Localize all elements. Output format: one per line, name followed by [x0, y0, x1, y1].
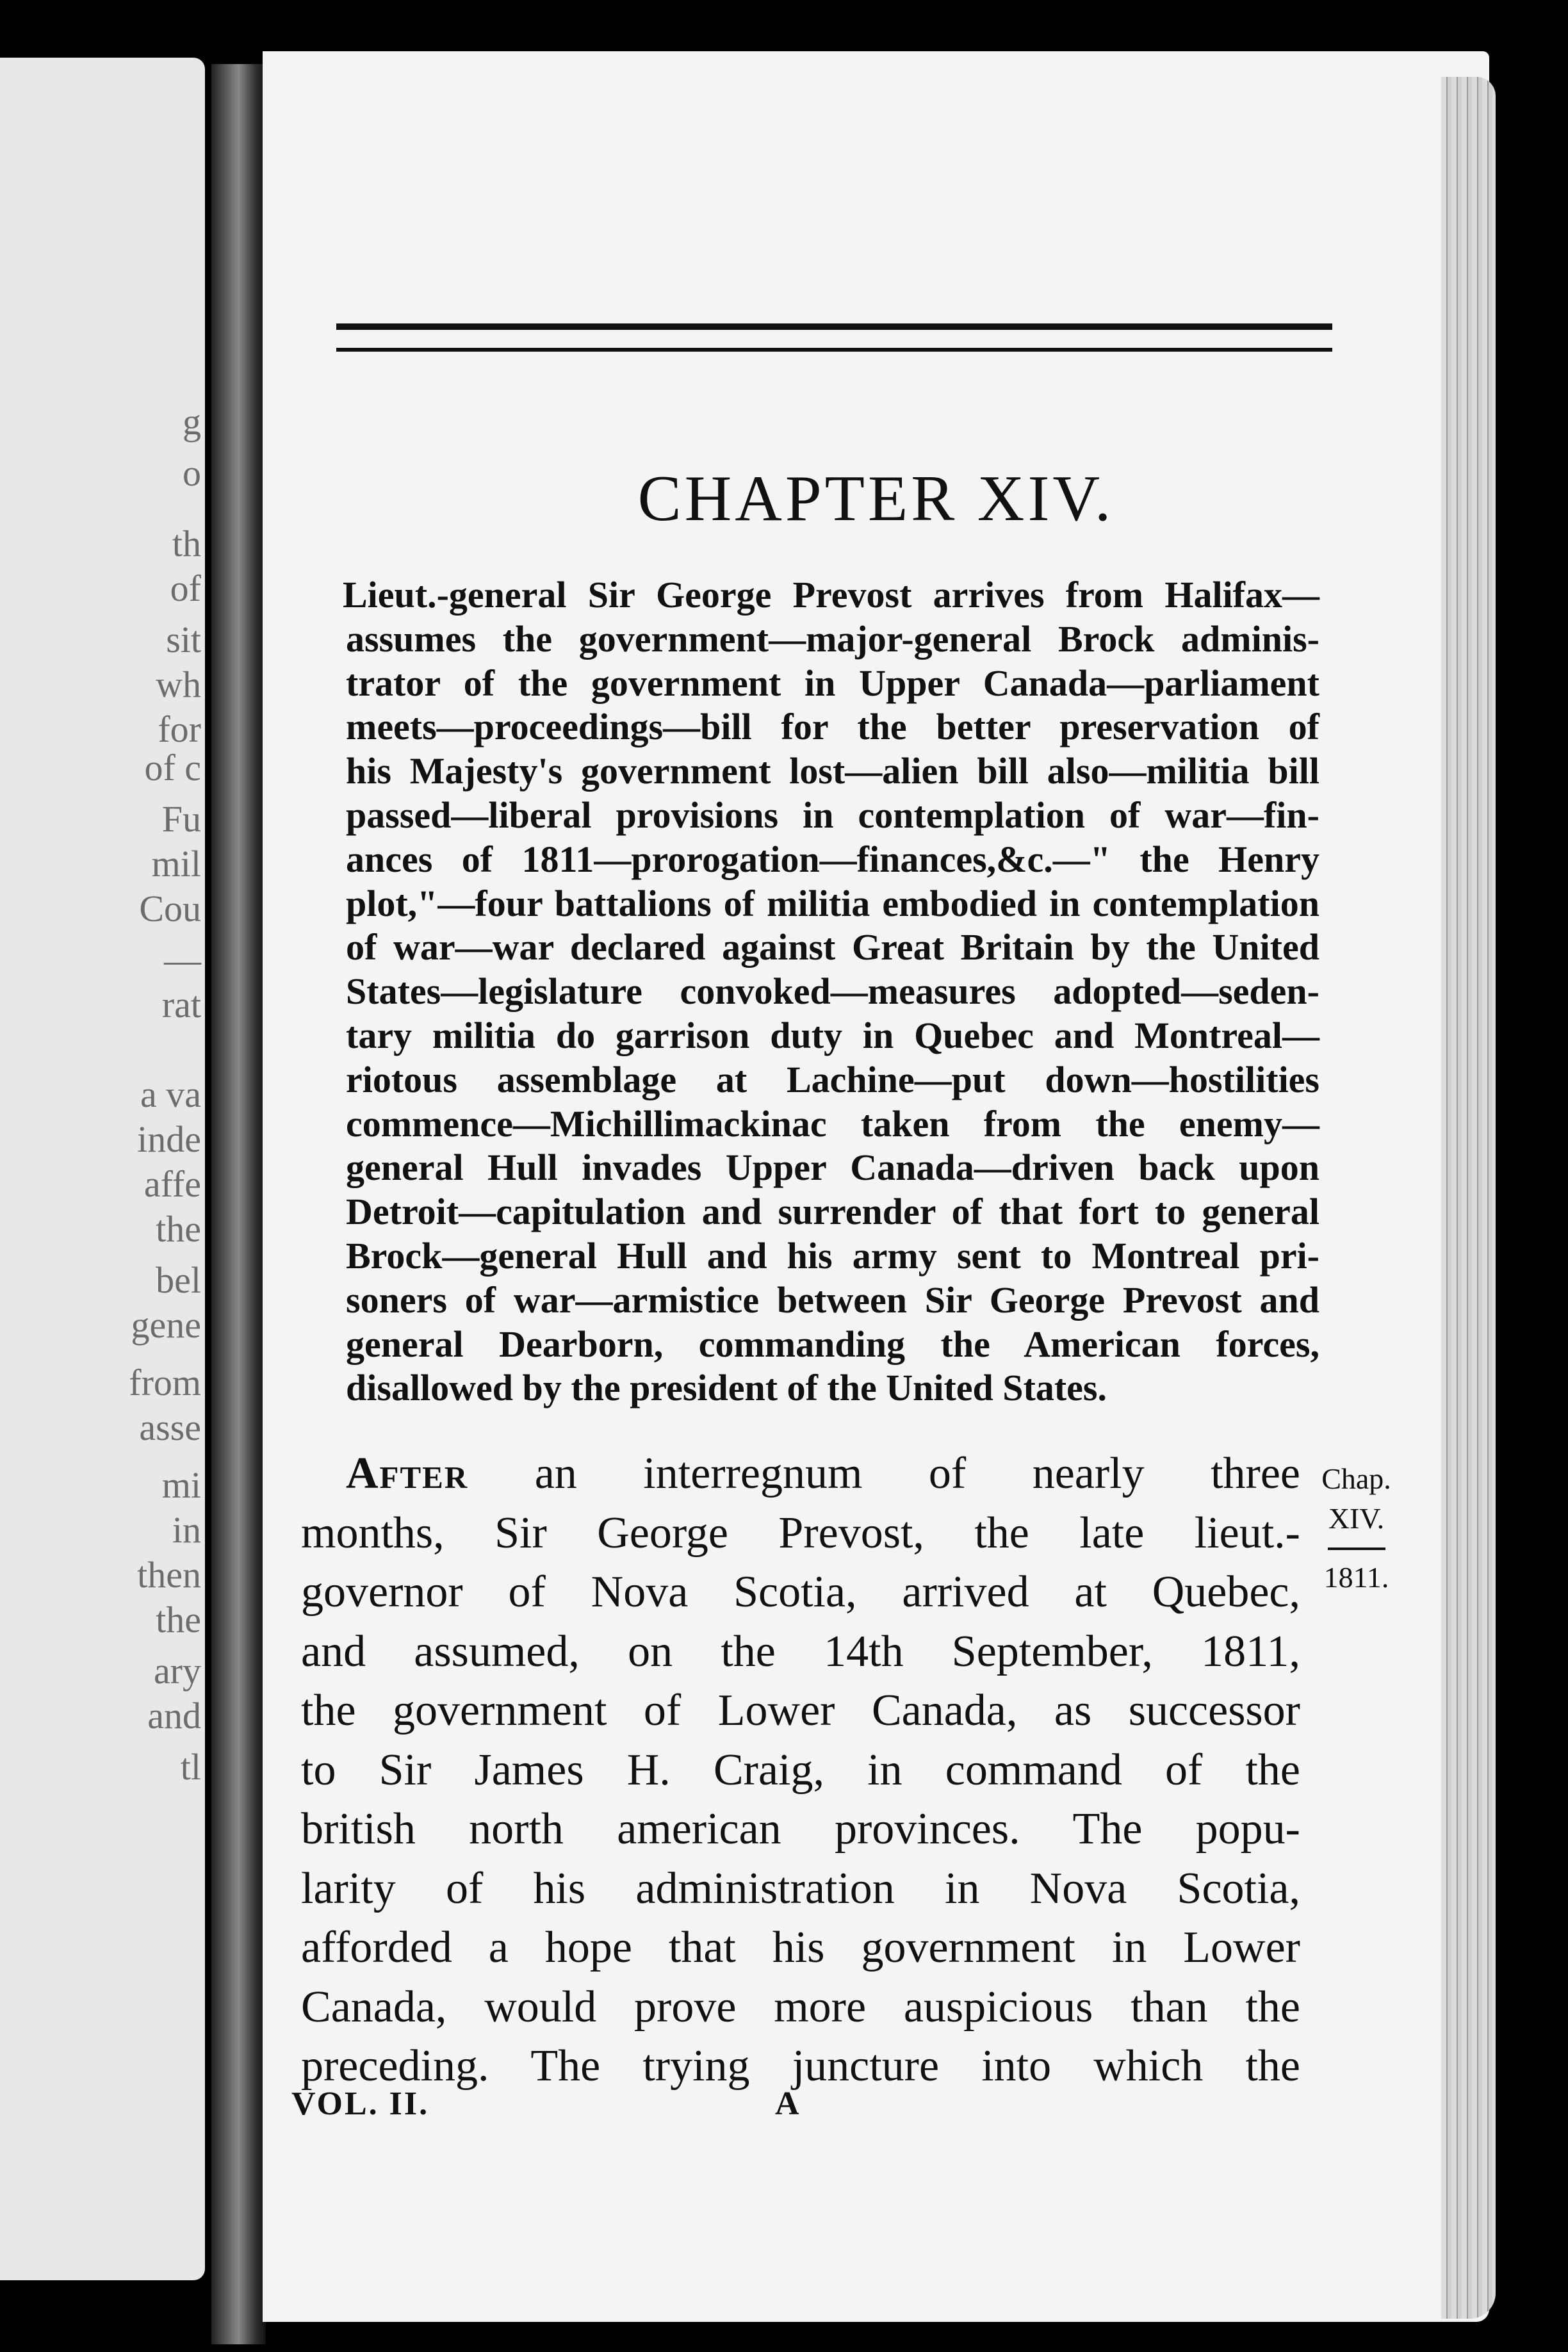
synopsis-line: of war—war declared against Great Britain by the United — [346, 926, 1319, 968]
synopsis-line: riotous assemblage at Lachine—put down—hostilities — [346, 1058, 1319, 1100]
facing-page-text-fragment: of c — [144, 747, 201, 788]
synopsis-line: assumes the government—major-general Brock adminis- — [346, 617, 1319, 660]
synopsis-line: ances of 1811—prorogation—finances,&c.—" the Henry — [346, 838, 1319, 880]
synopsis-line: States—legislature convoked—measures adopted—seden- — [346, 970, 1319, 1013]
facing-page-text-fragment: the — [156, 1208, 201, 1250]
facing-page-text-fragment: a va — [140, 1074, 201, 1115]
synopsis-line: trator of the government in Upper Canada—parliament — [346, 662, 1319, 704]
facing-page-text-fragment: mil — [151, 843, 201, 885]
body-line: months, Sir George Prevost, the late lieut.- — [301, 1508, 1300, 1558]
facing-page-text-fragment: mi — [161, 1464, 201, 1506]
facing-page-text-fragment: and — [147, 1695, 201, 1736]
body-line: preceding. The trying juncture into which the — [301, 2041, 1300, 2091]
facing-page-text-fragment: Fu — [161, 798, 201, 840]
synopsis-line: Detroit—capitulation and surrender of that fort to general — [346, 1191, 1319, 1233]
facing-page-text-fragment: — — [164, 939, 201, 981]
facing-page-text-fragment: tl — [180, 1746, 201, 1788]
facing-page-text-fragment: then — [137, 1554, 201, 1596]
synopsis-line: Lieut.-general Sir George Prevost arrives from Halifax— — [343, 574, 1319, 616]
facing-page-text-fragment: of — [170, 568, 201, 609]
synopsis-line: meets—proceedings—bill for the better preservation of — [346, 706, 1319, 748]
body-line: afforded a hope that his government in Lower — [301, 1923, 1300, 1972]
body-line: the government of Lower Canada, as successor — [301, 1686, 1300, 1735]
synopsis-line: plot,"—four battalions of militia embodied in contemplation — [346, 882, 1319, 924]
header-rule-thin — [336, 348, 1332, 352]
marginal-year: 1811. — [1323, 1561, 1389, 1594]
marginal-chap-label: Chap. — [1321, 1462, 1391, 1495]
chapter-title: CHAPTER XIV. — [637, 462, 1115, 535]
facing-page-text-fragment: g — [183, 401, 201, 443]
synopsis-line: his Majesty's government lost—alien bill also—militia bill — [346, 750, 1319, 792]
body-line: british north american provinces. The popu- — [301, 1804, 1300, 1854]
facing-page-text-fragment: sit — [166, 619, 201, 660]
body-line: larity of his administration in Nova Scotia, — [301, 1863, 1300, 1913]
synopsis-line: general Dearborn, commanding the American forces, — [346, 1323, 1319, 1365]
volume-signature: VOL. II. — [291, 2086, 430, 2122]
facing-page-text-fragment: asse — [139, 1407, 201, 1448]
signature-mark: A — [775, 2086, 799, 2122]
synopsis-line: Brock—general Hull and his army sent to Montreal pri- — [346, 1234, 1319, 1277]
book-gutter — [211, 64, 266, 2344]
facing-page-text-fragment: from — [129, 1362, 201, 1403]
body-paragraph — [301, 1444, 1300, 2096]
facing-page-text-fragment: rat — [161, 984, 201, 1025]
synopsis-line: general Hull invades Upper Canada—driven back upon — [346, 1147, 1319, 1189]
facing-page-text-fragment: bel — [156, 1259, 201, 1301]
facing-page-text-fragment: Cou — [139, 888, 201, 929]
marginal-chap-number: XIV. — [1328, 1502, 1385, 1535]
chapter-synopsis — [320, 573, 1319, 1410]
page-edges — [1441, 77, 1496, 2319]
body-line: and assumed, on the 14th September, 1811, — [301, 1626, 1300, 1676]
facing-page-text-fragment: inde — [137, 1118, 201, 1160]
body-line-text: an interregnum of nearly three — [534, 1449, 1301, 1498]
marginal-note — [1310, 1459, 1403, 1597]
facing-page-text-fragment: for — [158, 708, 201, 750]
facing-page-text-fragment: gene — [131, 1304, 201, 1346]
synopsis-line: tary militia do garrison duty in Quebec and Montreal— — [346, 1014, 1319, 1056]
synopsis-line: disallowed by the president of the United States. — [346, 1367, 1107, 1409]
facing-page-text-fragment: wh — [156, 664, 201, 705]
facing-page-text-fragment: the — [156, 1599, 201, 1640]
facing-page-text-fragment: th — [172, 523, 201, 564]
opening-word: After — [346, 1449, 469, 1498]
synopsis-line: commence—Michillimackinac taken from the enemy— — [346, 1102, 1319, 1145]
body-line: governor of Nova Scotia, arrived at Quebec, — [301, 1567, 1300, 1617]
facing-page-text-fragment: o — [183, 452, 201, 494]
facing-page-text-fragment: ary — [153, 1650, 201, 1692]
body-line — [301, 1444, 1300, 1504]
header-rule-thick — [336, 323, 1332, 330]
facing-page-text-fragment: in — [172, 1509, 201, 1551]
body-line: to Sir James H. Craig, in command of the — [301, 1745, 1300, 1795]
facing-page-text-fragment: affe — [143, 1163, 201, 1205]
marginal-rule — [1328, 1548, 1385, 1550]
synopsis-line: soners of war—armistice between Sir George Prevost and — [346, 1278, 1319, 1321]
body-line: Canada, would prove more auspicious than the — [301, 1982, 1300, 2032]
synopsis-line: passed—liberal provisions in contemplation of war—fin- — [346, 794, 1319, 836]
facing-page-fragment — [0, 58, 205, 2280]
